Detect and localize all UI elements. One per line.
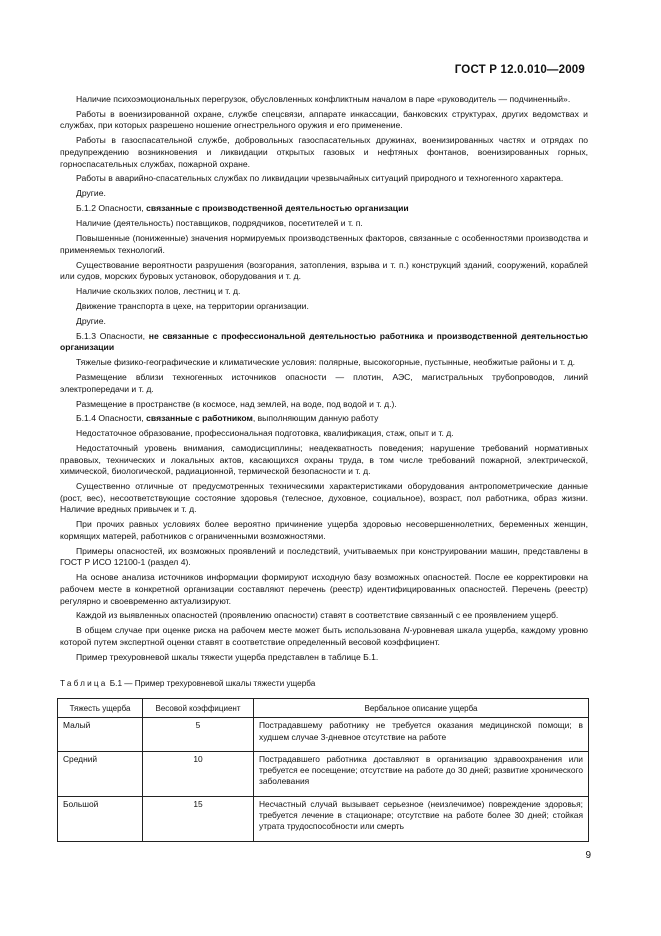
- paragraph-list: [60, 94, 588, 663]
- table-row: [58, 796, 589, 841]
- table-header-row: [58, 698, 589, 717]
- header-weight: Весовой коэффициент: [143, 698, 254, 717]
- paragraph: Наличие (деятельность) поставщиков, подрядчиков, посетителей и т. п.: [76, 218, 363, 229]
- paragraph: Размещение в пространстве (в космосе, над землей, на воде, под водой и т. д.).: [76, 398, 397, 409]
- table-caption: [60, 678, 588, 690]
- paragraph: Существенно отличные от предусмотренных техническими характеристиками оборудования антропометрические данные (рост, вес), несоответствующие состояние здоровья (телесное, духовное, социальное), возраст, пол работника, образ жизни. Наличие вредных привычек и т. д.: [60, 481, 588, 515]
- paragraph: Движение транспорта в цехе, на территории организации.: [76, 300, 309, 311]
- header-description: Вербальное описание ущерба: [254, 698, 589, 717]
- table-caption-text: Б.1 — Пример трехуровневой шкалы тяжести ущерба: [109, 679, 316, 689]
- paragraph: Недостаточное образование, профессиональная подготовка, квалификация, стаж, опыт и т. д.: [76, 428, 454, 439]
- paragraph: [60, 331, 588, 354]
- paragraph-text: В общем случае при оценке риска на рабочем месте может быть использована: [76, 625, 404, 636]
- paragraph: Наличие психоэмоциональных перегрузок, обусловленных конфликтным началом в паре «руководитель — подчиненный».: [76, 94, 571, 104]
- paragraph: Размещение вблизи техногенных источников опасности — плотин, АЭС, магистральных трубопроводов, линий электропередачи и т. д.: [60, 372, 588, 394]
- paragraph: Наличие скользких полов, лестниц и т. д.: [76, 285, 241, 296]
- page-number: 9: [585, 850, 591, 861]
- cell-description: Несчастный случай вызывает серьезное (неизлечимое) повреждение здоровья; требуется лечение в стационаре; отсутствие на работе более 30 дней; стойкая утрата трудоспособности или смерть: [254, 796, 589, 841]
- paragraph-text: Б.1.3 Опасности,: [76, 330, 149, 341]
- table-caption-prefix: Таблица: [60, 679, 108, 689]
- paragraph: [60, 625, 588, 648]
- cell-weight: 5: [143, 718, 254, 752]
- paragraph: Пример трехуровневой шкалы тяжести ущерба представлен в таблице Б.1.: [76, 651, 379, 662]
- paragraph-text: , выполняющим данную работу: [252, 413, 379, 424]
- damage-severity-table: [57, 698, 589, 842]
- paragraph: Работы в газоспасательной службе, добровольных газоспасательных дружинах, военизированных частях и отрядах по предупреждению возникновения и ликвидации открытых газовых и нефтяных фонтанов, военизированных горных, горноспасательных службах, пожарной охране.: [60, 135, 588, 169]
- cell-description: Пострадавшему работнику не требуется оказания медицинской помощи; в худшем случае 3-дневное отсутствие на работе: [254, 718, 589, 752]
- cell-weight: 10: [143, 751, 254, 796]
- paragraph: [60, 203, 588, 215]
- cell-description: Пострадавшего работника доставляют в организацию здравоохранения или требуется ее посещение; отсутствие на работе до 30 дней; развитие хронического заболевания: [254, 751, 589, 796]
- paragraph: [60, 413, 588, 425]
- document-body: [60, 94, 588, 842]
- paragraph-italic-text: N: [403, 625, 410, 636]
- paragraph-bold-text: связанные с производственной деятельностью организации: [146, 203, 409, 214]
- document-code-header: ГОСТ Р 12.0.010—2009: [454, 64, 585, 76]
- paragraph-text: Б.1.2 Опасности,: [76, 203, 147, 214]
- paragraph-bold-text: не связанные с профессиональной деятельностью работника и производственной деятельностью организации: [60, 330, 588, 353]
- paragraph: Каждой из выявленных опасностей (проявлению опасности) ставят в соответствие связанный с ее проявлением ущерб.: [76, 610, 559, 621]
- paragraph: При прочих равных условиях более вероятно причинение ущерба здоровью несовершеннолетних, беременных женщин, кормящих матерей, работников с ограниченными возможностями.: [60, 519, 588, 541]
- cell-severity: Малый: [58, 718, 143, 752]
- paragraph-text: -уровневая шкала ущерба, каждому уровню которой путем экспертной оценки ставят в соответствие определенный весовой коэффициент.: [60, 625, 589, 647]
- cell-weight: 15: [143, 796, 254, 841]
- paragraph: Работы в аварийно-спасательных службах по ликвидации чрезвычайных ситуаций природного и техногенного характера.: [76, 173, 564, 184]
- header-severity: Тяжесть ущерба: [58, 698, 143, 717]
- cell-severity: Средний: [58, 751, 143, 796]
- paragraph: Другие.: [76, 188, 106, 199]
- paragraph: Существование вероятности разрушения (возгорания, затопления, взрыва и т. п.) конструкций зданий, сооружений, кораблей или судов, морских буровых установок, оборудования и т. д.: [60, 259, 588, 282]
- paragraph: Недостаточный уровень внимания, самодисциплины; неадекватность поведения; нарушение требований нормативных правовых, технических и локальных актов, касающихся охраны труда, в том числе требований пожарной, электрической, химической, биологической, радиационной, термической безопасности и т. д.: [60, 443, 588, 477]
- table-row: [58, 718, 589, 752]
- paragraph: Работы в военизированной охране, службе спецсвязи, аппарате инкассации, банковских структурах, других ведомствах и службах, при которых разрешено ношение огнестрельного оружия и его применение.: [60, 108, 588, 131]
- paragraph: На основе анализа источников информации формируют исходную базу возможных опасностей. После ее корректировки на рабочем месте в конкретной организации составляют перечень (реестр) идентифицированных опасностей. Перечень (реестр) регулярно и своевременно актуализируют.: [60, 572, 588, 606]
- paragraph: Другие.: [76, 315, 106, 326]
- cell-severity: Большой: [58, 796, 143, 841]
- paragraph-text: Б.1.4 Опасности,: [76, 413, 147, 424]
- paragraph: Примеры опасностей, их возможных проявлений и последствий, учитываемых при конструировании машин, представлены в ГОСТ Р ИСО 12100-1 (раздел 4).: [60, 545, 588, 568]
- paragraph: Повышенные (пониженные) значения нормируемых производственных факторов, связанные с особенностями производства и применяемых технологий.: [60, 233, 588, 255]
- paragraph-bold-text: связанные с работником: [146, 413, 253, 424]
- paragraph: Тяжелые физико-географические и климатические условия: полярные, высокогорные, пустынные, необжитые районы и т. д.: [76, 357, 575, 368]
- table-row: [58, 751, 589, 796]
